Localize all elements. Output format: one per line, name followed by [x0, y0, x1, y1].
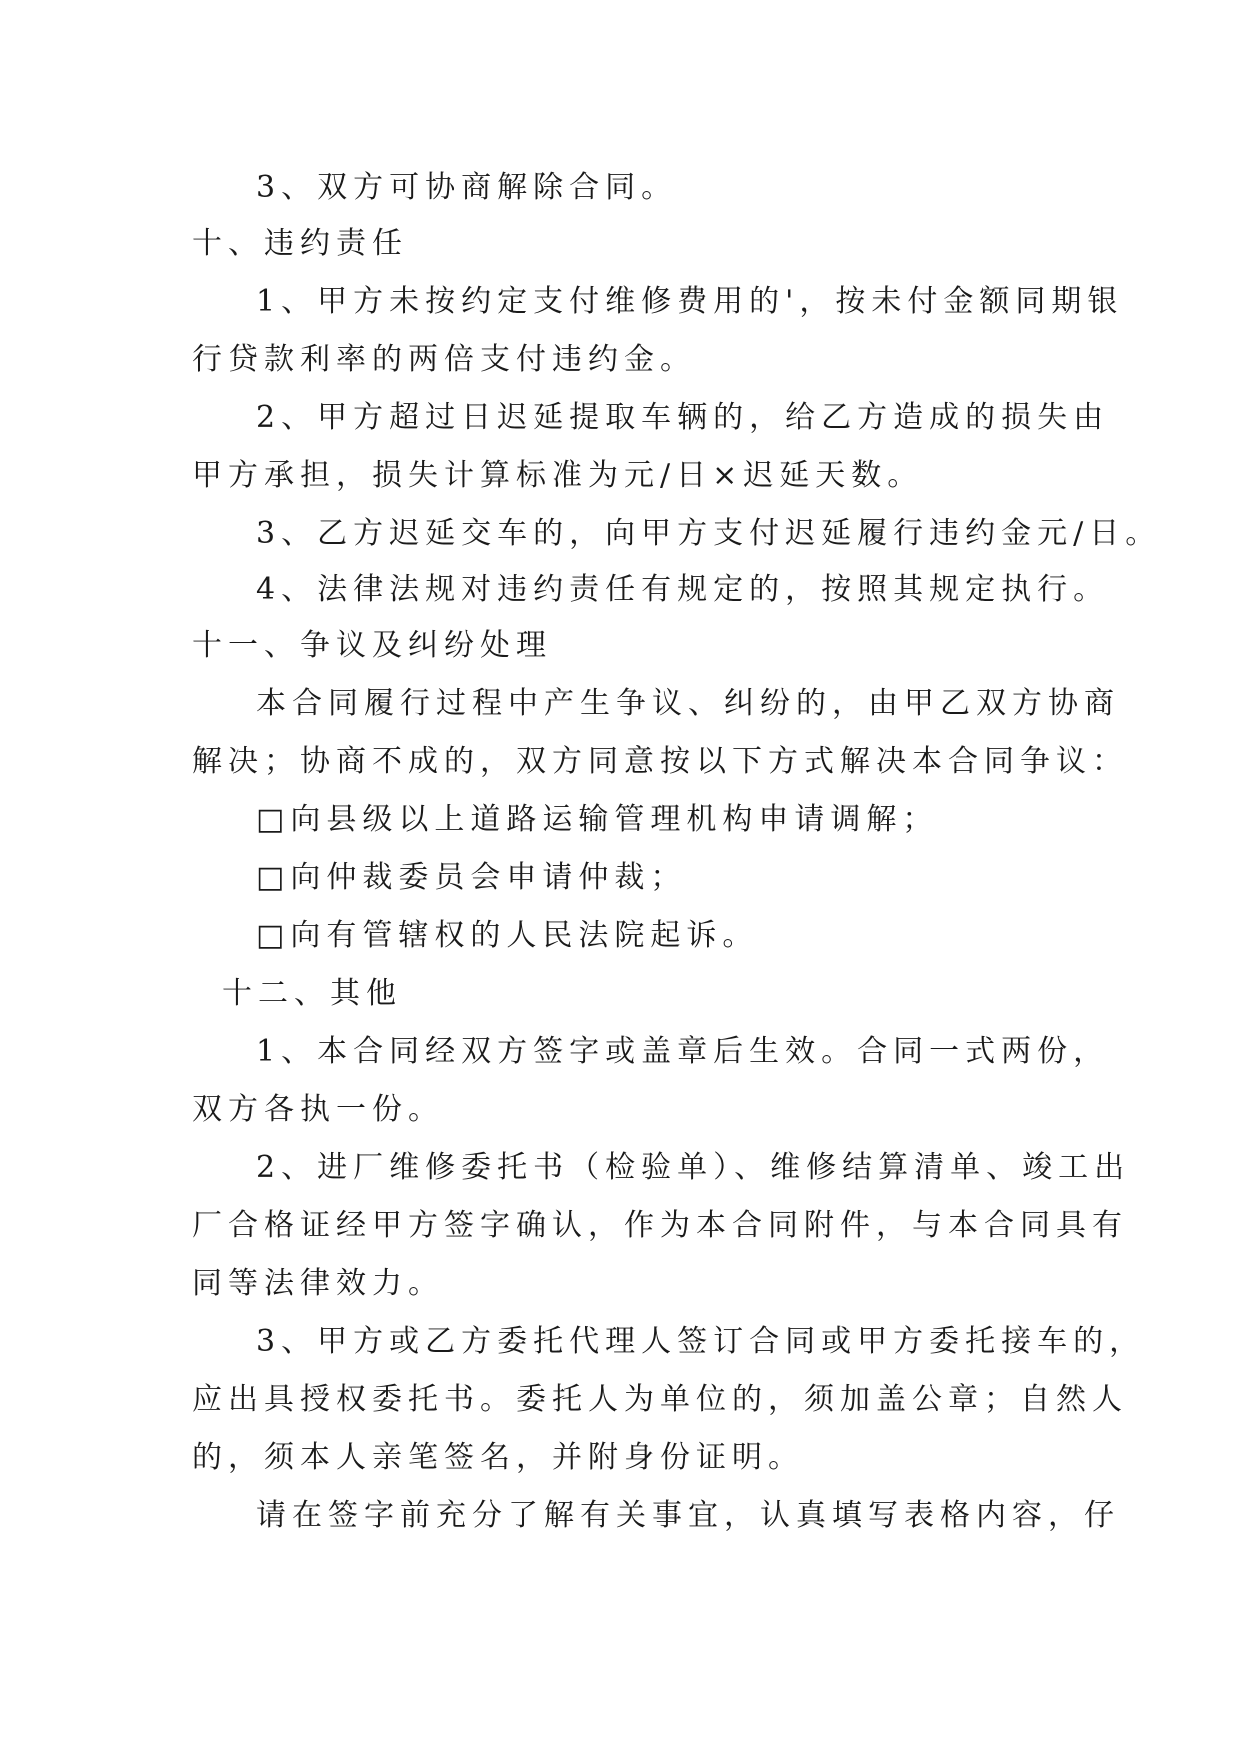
paragraph-line: 4、法律法规对违约责任有规定的，按照其规定执行。	[256, 572, 1110, 607]
paragraph-line: 2、进厂维修委托书（检验单）、维修结算清单、竣工出	[256, 1150, 1131, 1185]
paragraph-line: 3、双方可协商解除合同。	[256, 170, 678, 205]
paragraph-line: 应出具授权委托书。委托人为单位的，须加盖公章；自然人	[192, 1382, 1128, 1417]
paragraph-line: 同等法律效力。	[192, 1266, 444, 1301]
paragraph-line: 厂合格证经甲方签字确认，作为本合同附件，与本合同具有	[192, 1208, 1128, 1243]
paragraph-line: 1、甲方未按约定支付维修费用的'，按未付金额同期银	[256, 284, 1124, 319]
paragraph-line: 请在签字前充分了解有关事宜，认真填写表格内容，仔	[256, 1498, 1120, 1533]
checkbox-option: □向仲裁委员会申请仲裁；	[256, 860, 687, 895]
paragraph-line: 3、乙方迟延交车的，向甲方支付迟延履行违约金元/日。	[256, 516, 1162, 551]
paragraph-line: 的，须本人亲笔签名，并附身份证明。	[192, 1440, 804, 1475]
paragraph-line: 1、本合同经双方签字或盖章后生效。合同一式两份，	[256, 1034, 1110, 1069]
section-heading: 十、违约责任	[192, 226, 408, 261]
paragraph-line: 双方各执一份。	[192, 1092, 444, 1127]
paragraph-line: 甲方承担，损失计算标准为元/日×迟延天数。	[192, 458, 924, 493]
paragraph-line: 3、甲方或乙方委托代理人签订合同或甲方委托接车的，	[256, 1324, 1146, 1359]
section-heading: 十二、其他	[222, 976, 402, 1011]
paragraph-line: 本合同履行过程中产生争议、纠纷的，由甲乙双方协商	[256, 686, 1120, 721]
section-heading: 十一、争议及纠纷处理	[192, 628, 552, 663]
paragraph-line: 解决；协商不成的，双方同意按以下方式解决本合同争议：	[192, 744, 1128, 779]
paragraph-line: 2、甲方超过日迟延提取车辆的，给乙方造成的损失由	[256, 400, 1110, 435]
paragraph-line: 行贷款利率的两倍支付违约金。	[192, 342, 696, 377]
checkbox-option: □向县级以上道路运输管理机构申请调解；	[256, 802, 939, 837]
checkbox-option: □向有管辖权的人民法院起诉。	[256, 918, 759, 953]
